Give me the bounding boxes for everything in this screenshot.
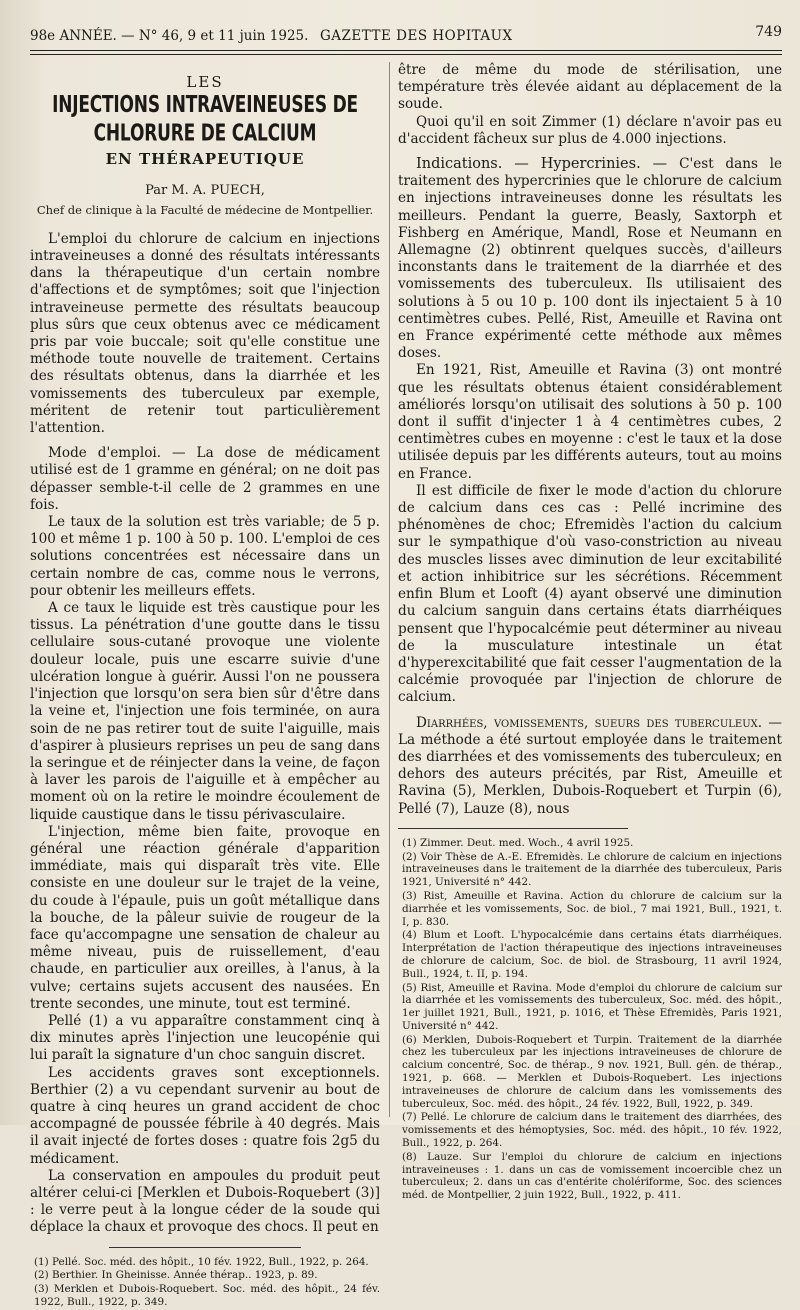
article-title: INJECTIONS INTRAVEINEUSES DE CHLORURE DE CALCIUM — [52, 91, 358, 148]
footnote: (5) Rist, Ameuille et Ravina. Mode d'emploi du chlorure de calcium sur la diarrhée et les vomissements des tuberculeux, Soc. méd. des hôpit., 1er juillet 1921, Bull., 1921, p. 1016, et Thèse Efremidès, Paris 1921, Université n° 442. — [402, 981, 782, 1032]
right-column — [398, 62, 782, 1203]
footnote: (4) Blum et Looft. L'hypocalcémie dans certains états diarrhéiques. Interprétation de l'action thérapeutique des injections intraveineuses de chlorure de calcium, Soc. de biol. de Strasbourg, 11 avril 1924, Bull., 1924, t. II, p. 194. — [402, 929, 782, 980]
author-affiliation: Chef de clinique à la Faculté de médecine de Montpellier. — [36, 202, 374, 217]
header-rule-2 — [30, 54, 782, 55]
section-heading: Indications. — Hypercrinies. — — [416, 156, 680, 173]
paragraph-text: La méthode a été surtout employée dans le traitement des diarrhées et des vomissements des tuberculeux; en dehors des auteurs précités, par Rist, Ameuille et Ravina (5), Merklen, Dubois-Roquebert et Turpin (6), Pellé (7), Lauze (8), nous — [398, 731, 782, 817]
running-header — [30, 24, 782, 52]
footnote: (3) Rist, Ameuille et Ravina. Action du chlorure de calcium sur la diarrhée et les vomissements, Soc. de biol., 7 mai 1921, Bull., 1921, t. I, p. 830. — [402, 889, 782, 928]
author: Par M. A. PUECH, — [145, 183, 265, 199]
paragraph: La conservation en ampoules du produit peut altérer celui-ci [Merklen et Dubois-Roquebert (3)] : le verre peut à la longue céder de la soude qui déplace la chaux et provoque des chocs. Il peut en — [30, 1167, 380, 1236]
paragraph: Le taux de la solution est très variable; de 5 p. 100 et même 1 p. 100 à 50 p. 100. L'emploi de ces solutions concentrées est nécessaire dans un certain nombre de cas, comme nous le verrons, pour obtenir les meilleurs effets. — [30, 514, 380, 599]
paragraph-text: C'est dans le traitement des hypercrinies que le chlorure de calcium en injections intraveineuses donne les résultats les meilleurs. Pendant la guerre, Beasly, Saxtorph et Fishberg en Amérique, Mandl, Rose et Neumann en Allemagne (2) obtinrent quelques succès, d'ailleurs inconstants dans le traitement de la diarrhée et des vomissements des tuberculeux. Ils utilisaient des solutions à 5 ou 10 p. 100 dont ils injectaient 5 à 10 centimètres cubes. Pellé, Rist, Ameuille et Ravina ont en France expérimenté cette méthode aux mêmes doses. — [398, 156, 783, 362]
paragraph — [398, 715, 782, 818]
footnote: (6) Merklen, Dubois-Roquebert et Turpin. Traitement de la diarrhée chez les tuberculeux par les injections intraveineuses de chlorure de calcium concentré, Soc. de thérap., 9 nov. 1921, Bull. gén. de thérap., 1921, p. 668. — Merklen et Dubois-Roquebert. Les injections intraveineuses de chlorure de calcium dans les vomissements des tuberculeux, Soc. méd. des hôpit., 24 fév. 1922, Bull, 1922, p. 349. — [402, 1033, 782, 1110]
footnote: (3) Merklen et Dubois-Roquebert. Soc. méd. des hôpit., 24 fév. 1922, Bull., 1922, p. 349. — [34, 1283, 380, 1308]
paragraph: A ce taux le liquide est très caustique pour les tissus. La pénétration d'une goutte dans le tissu cellulaire sous-cutané provoque une violente douleur locale, puis une escarre suivie d'une ulcération longue à guérir. Aussi l'on ne poussera l'injection que lorsqu'on sera bien sûr d'être dans la veine et, l'injection une fois terminée, on aura soin de ne pas retirer tout de suite l'aiguille, mais d'aspirer à plusieurs reprises un peu de sang dans la seringue et de réinjecter dans la veine, de façon à laver les parois de l'aiguille et à empêcher au moment où on la retire le moindre écoulement de liquide caustique dans le tissu périvasculaire. — [30, 600, 380, 823]
left-column — [30, 62, 380, 1310]
header-rule — [30, 50, 782, 51]
article-kicker: LES — [186, 73, 224, 91]
paragraph: L'emploi du chlorure de calcium en injections intraveineuses a donné des résultats intéressants dans la thérapeutique d'un certain nombre d'affections et de symptômes; soit que l'injection intraveineuse permette des résultats beaucoup plus sûrs que ceux obtenus avec ce médicament pris par voie buccale; soit qu'elle constitue une méthode toute nouvelle de traitement. Certains des résultats obtenus, dans la diarrhée et les vomissements des tuberculeux par exemple, méritent de retenir tout particulièrement l'attention. — [30, 230, 380, 437]
issue-info: 98e ANNÉE. — N° 46, 9 et 11 juin 1925. — [30, 28, 309, 44]
footnote: (2) Berthier. In Gheinisse. Année thérap.. 1923, p. 89. — [34, 1269, 318, 1282]
footnote-rule — [109, 1247, 302, 1248]
paragraph — [398, 156, 782, 362]
footnote: (7) Pellé. Le chlorure de calcium dans le traitement des diarrhées, des vomissements et des hémoptysies, Soc. méd. des hôpit., 10 fév. 1922, Bull., 1922, p. 264. — [402, 1111, 782, 1150]
section-heading: Mode d'emploi. — — [48, 445, 197, 462]
paragraph-text: La dose de médicament utilisé est de 1 gramme en général; on ne doit pas dépasser semble-t-il celle de 2 grammes en une fois. — [30, 445, 381, 513]
footnote-rule — [398, 828, 628, 829]
section-heading: Diarrhées, vomissements, sueurs des tuberculeux. — — [416, 714, 782, 731]
paragraph: Les accidents graves sont exceptionnels. Berthier (2) a vu cependant survenir au bout de quatre à cinq heures un grand accident de choc accompagné de poussée fébrile à 40 degrés. Mais il avait injecté de fortes doses : quatre fois 2g5 du médicament. — [30, 1064, 380, 1167]
paragraph: Pellé (1) a vu apparaître constamment cinq à dix minutes après l'injection une leucopénie qui lui paraît la signature d'un choc sanguin discret. — [30, 1012, 380, 1064]
paragraph: être de même du mode de stérilisation, une température très élevée aidant au déplacement de la soude. — [398, 62, 782, 113]
paragraph: Il est difficile de fixer le mode d'action du chlorure de calcium dans ces cas : Pellé incrimine des phénomènes de choc; Efremidès l'action du calcium sur le sympathique d'où vaso-constriction au niveau des muscles lisses avec diminution de leur excitabilité et action inhibitrice sur les sécrétions. Récemment enfin Blum et Looft (4) ayant observé une diminution du calcium sanguin dans certains états diarrhéiques pensent que l'hypocalcémie peut déterminer au niveau de la musculature intestinale un état d'hyperexcitabilité que fait cesser l'augmentation de la calcémie provoquée par l'injection de chlorure de calcium. — [398, 482, 782, 706]
footnote: (8) Lauze. Sur l'emploi du chlorure de calcium en injections intraveineuses : 1. dans un cas de vomissement incoercible chez un tuberculeux; 2. dans un cas d'entérite cholériforme, Soc. des sciences méd. de Montpellier, 2 juin 1922, Bull., 1922, p. 411. — [402, 1150, 782, 1202]
paragraph: En 1921, Rist, Ameuille et Ravina (3) ont montré que les résultats obtenus étaient considérablement améliorés lorsqu'on utilisait des solutions à 50 p. 100 dont il suffit d'injecter 1 à 4 centimètres cubes, 2 centimètres cubes en moyenne : c'est le taux et la dose utilisée depuis par les différents auteurs, tout au moins en France. — [398, 362, 782, 482]
paragraph — [30, 445, 380, 514]
footnote: (1) Pellé. Soc. méd. des hôpit., 10 fév. 1922, Bull., 1922, p. 264. — [34, 1255, 369, 1268]
footnote: (1) Zimmer. Deut. med. Woch., 4 avril 1925. — [402, 836, 634, 849]
article-subtitle: EN THÉRAPEUTIQUE — [105, 150, 305, 169]
page-number: 749 — [755, 24, 782, 40]
column-divider — [389, 62, 390, 1117]
journal-name: GAZETTE DES HOPITAUX — [320, 28, 513, 44]
paragraph: Quoi qu'il en soit Zimmer (1) déclare n'avoir pas eu d'accident fâcheux sur plus de 4.000 injections. — [398, 113, 782, 147]
paragraph: L'injection, même bien faite, provoque en général une réaction générale d'apparition immédiate, mais qui disparaît très vite. Elle consiste en une douleur sur le trajet de la veine, du coude à l'épaule, puis un goût métallique dans la bouche, de la pâleur suivie de rougeur de la face qu'accompagne une sensation de chaleur au même niveau, puis de ruissellement, d'eau chaude, en particulier aux oreilles, à l'anus, à la vulve; certains sujets accusent des nausées. En trente secondes, une minute, tout est terminé. — [30, 823, 380, 1012]
footnote: (2) Voir Thèse de A.-E. Efremidès. Le chlorure de calcium en injections intraveineuses dans le traitement de la diarrhée des tuberculeux, Paris 1921, Université n° 442. — [402, 850, 782, 889]
